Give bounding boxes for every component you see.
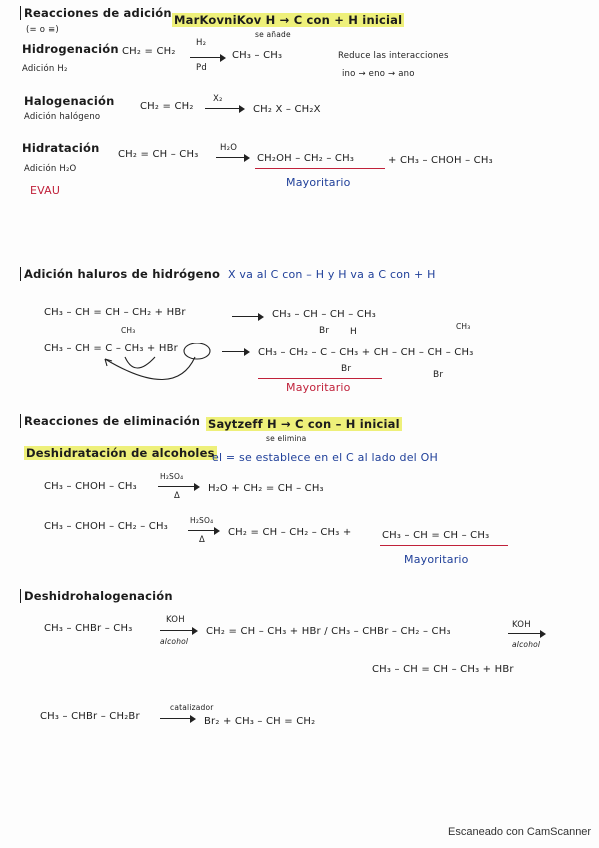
halogenacion-reactant: CH₂ = CH₂ [140,101,194,112]
hidratacion-product-major: CH₂OH – CH₂ – CH₃ [257,153,355,164]
deshidrohalogenacion-eq2-left: CH₃ – CHBr – CH₂Br [40,711,140,722]
deshidrohalogenacion-eq1-reagent-bottom: alcohol [160,637,189,646]
haluros-rule: X va al C con – H y H va a C con + H [228,268,436,281]
haluros-eq1-left: CH₃ – CH = CH – CH₂ + HBr [44,307,186,318]
deshidratacion-eq2-left: CH₃ – CHOH – CH₂ – CH₃ [44,521,168,532]
reaction-arrow [188,530,218,531]
deshidratacion-eq2-reagent-bottom: Δ [199,535,206,545]
reaction-arrow [160,718,194,719]
deshidrohalogenacion-eq1-product2: CH₃ – CH = CH – CH₃ + HBr [372,664,514,675]
halogenacion-reagent-top: X₂ [213,94,223,104]
reaction-arrow [205,108,243,109]
deshidratacion-note: el = se establece en el C al lado del OH [212,451,438,464]
deshidratacion-eq2-major: CH₃ – CH = CH – CH₃ [382,530,490,541]
deshidrohalogenacion-eq1-right: CH₂ = CH – CH₃ + HBr / CH₃ – CHBr – CH₂ – CH₃ [206,626,451,637]
haluros-eq1-right: CH₃ – CH – CH – CH₃ [272,309,376,320]
reaction-arrow [216,157,248,158]
mayoritario-label: Mayoritario [286,176,351,189]
hidratacion-reactant: CH₂ = CH – CH₃ [118,149,199,160]
deshidrohalogenacion-label: Deshidrohalogenación [24,589,173,603]
se-anade-note: se añade [255,30,291,39]
deshidratacion-eq1-reagent-bottom: Δ [174,491,181,501]
hidratacion-reagent-top: H₂O [220,143,238,153]
hidrogenacion-label: Hidrogenación [22,42,119,56]
camscanner-watermark: Escaneado con CamScanner [448,826,592,838]
haluros-eq1-h: H [350,327,357,337]
deshidrohalogenacion-eq1-left: CH₃ – CHBr – CH₃ [44,623,133,634]
bond-types: (= o ≡) [26,25,59,35]
markovnikov-rule: MarKovniKov H → C con + H inicial [174,13,403,27]
reaction-arrow [232,316,262,317]
major-product-underline [255,168,385,169]
halogenacion-product: CH₂ X – CH₂X [253,104,321,115]
deshidratacion-label: Deshidratación de alcoholes [26,446,215,460]
haluros-eq2-br-minor: Br [433,370,444,380]
deshidrohalogenacion-eq2-reagent-top: catalizador [170,703,214,712]
deshidratacion-eq1-left: CH₃ – CHOH – CH₃ [44,481,137,492]
reaction-arrow [508,633,544,634]
deshidratacion-eq2-reagent-top: H₂SO₄ [190,516,214,525]
deshidratacion-eq2-right: CH₂ = CH – CH₂ – CH₃ + [228,527,352,538]
mayoritario-label: Mayoritario [286,381,351,394]
hidratacion-sub: Adición H₂O [24,164,77,174]
margin-mark [20,267,21,281]
hidrogenacion-reagent-bottom: Pd [196,63,207,73]
halogenacion-sub: Adición halógeno [24,112,101,122]
margin-mark [20,589,21,603]
deshidrohalogenacion-eq2-right: Br₂ + CH₃ – CH = CH₂ [204,716,316,727]
section-title-haluros: Adición haluros de hidrógeno [24,267,221,281]
section-title-adicion: Reacciones de adición [24,6,172,20]
deshidrohalogenacion-eq1-reagent-top: KOH [166,615,185,625]
deshidratacion-eq1-reagent-top: H₂SO₄ [160,472,184,481]
hidrogenacion-product: CH₃ – CH₃ [232,50,283,61]
hidrogenacion-reagent-top: H₂ [196,38,207,48]
hidratacion-label: Hidratación [22,141,100,155]
deshidratacion-eq1-right: H₂O + CH₂ = CH – CH₃ [208,483,324,494]
reaction-arrow [190,57,224,58]
deshidrohalogenacion-eq1-reagent2-top: KOH [512,620,531,630]
margin-mark [20,6,21,20]
haluros-eq1-br: Br [319,326,330,336]
hidrogenacion-sub: Adición H₂ [22,64,68,74]
hidrogenacion-note1: Reduce las interacciones [338,51,449,61]
major-product-underline [380,545,508,546]
haluros-eq2-br-major: Br [341,364,352,374]
reaction-arrow [222,351,248,352]
margin-mark [20,414,21,428]
hidratacion-product-minor: + CH₃ – CHOH – CH₃ [388,155,493,166]
haluros-eq2-ch3-right-top: CH₃ [456,322,471,331]
saytzeff-rule: Saytzeff H → C con – H inicial [208,417,400,431]
hidrogenacion-note2: ino → eno → ano [342,69,415,79]
section-title-eliminacion: Reacciones de eliminación [24,414,201,428]
deshidrohalogenacion-eq1-reagent2-bottom: alcohol [512,640,541,649]
hidrogenacion-reactant: CH₂ = CH₂ [122,46,176,57]
haluros-eq2-right: CH₃ – CH₂ – C – CH₃ + CH – CH – CH – CH₃ [258,347,474,358]
halogenacion-label: Halogenación [24,94,115,108]
haluros-eq2-left: CH₃ – CH = C – CH₃ + HBr [44,343,178,354]
major-product-underline [258,378,382,379]
reaction-arrow [158,486,198,487]
haluros-eq2-ch3-top: CH₃ [121,326,136,335]
se-elimina-note: se elimina [266,434,307,443]
hbr-addition-curved-arrows [95,343,245,403]
reaction-arrow [160,630,196,631]
evau-mark: EVAU [30,184,61,197]
mayoritario-label: Mayoritario [404,553,469,566]
